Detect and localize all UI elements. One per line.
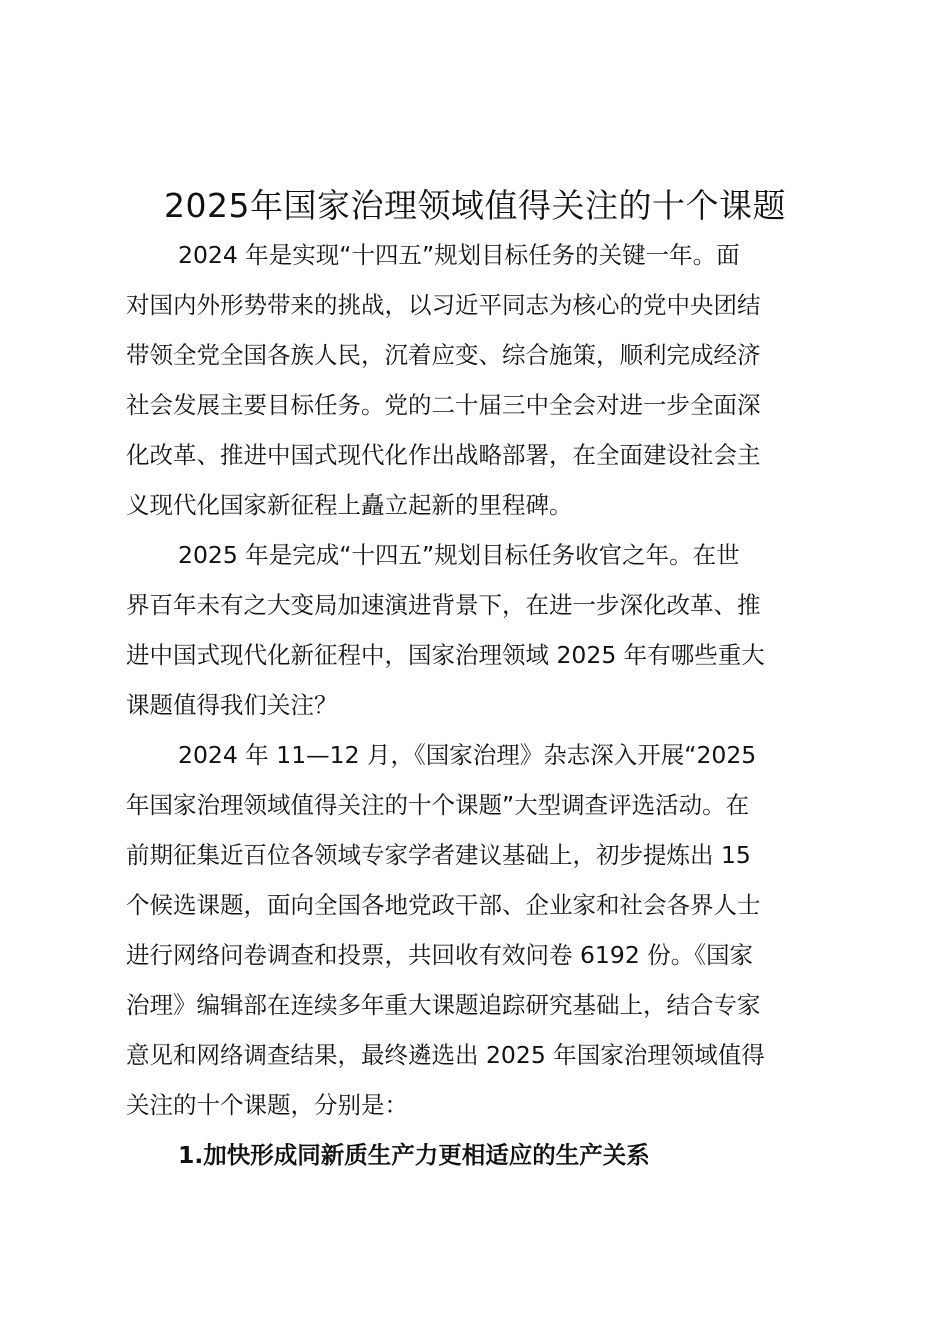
paragraph-line: 2024 年是实现“十四五”规划目标任务的关键一年。面 <box>178 241 740 269</box>
paragraph-line: 2024 年 11—12 月，《国家治理》杂志深入开展“2025 <box>178 741 757 769</box>
paragraph-2 <box>126 530 836 730</box>
section-heading: 1.加快形成同新质生产力更相适应的生产关系 <box>178 1141 650 1169</box>
paragraph-line: 前期征集近百位各领域专家学者建议基础上，初步提炼出 15 <box>126 841 751 869</box>
paragraph-line: 界百年未有之大变局加速演进背景下，在进一步深化改革、推 <box>126 591 761 619</box>
paragraph-1 <box>126 230 836 530</box>
paragraph-line: 进中国式现代化新征程中，国家治理领域 2025 年有哪些重大 <box>126 641 765 669</box>
paragraph-line: 意见和网络调查结果，最终遴选出 2025 年国家治理领域值得 <box>126 1041 765 1069</box>
paragraph-line: 社会发展主要目标任务。党的二十届三中全会对进一步全面深 <box>126 391 761 419</box>
paragraph-line: 课题值得我们关注？ <box>126 691 338 719</box>
paragraph-line: 进行网络问卷调查和投票，共回收有效问卷 6192 份。《国家 <box>126 941 753 969</box>
paragraph-line: 带领全党全国各族人民，沉着应变、综合施策，顺利完成经济 <box>126 341 761 369</box>
paragraph-line: 对国内外形势带来的挑战，以习近平同志为核心的党中央团结 <box>126 291 761 319</box>
paragraph-line: 义现代化国家新征程上矗立起新的里程碑。 <box>126 491 573 519</box>
paragraph-line: 治理》编辑部在连续多年重大课题追踪研究基础上，结合专家 <box>126 991 761 1019</box>
paragraph-3 <box>126 730 836 1130</box>
document-title: 2025年国家治理领域值得关注的十个课题 <box>164 186 786 225</box>
document-body <box>126 230 836 1180</box>
paragraph-line: 关注的十个课题，分别是： <box>126 1091 408 1119</box>
paragraph-line: 年国家治理领域值得关注的十个课题”大型调查评选活动。在 <box>126 791 750 819</box>
paragraph-line: 个候选课题，面向全国各地党政干部、企业家和社会各界人士 <box>126 891 761 919</box>
paragraph-line: 化改革、推进中国式现代化作出战略部署，在全面建设社会主 <box>126 441 761 469</box>
paragraph-line: 2025 年是完成“十四五”规划目标任务收官之年。在世 <box>178 541 740 569</box>
